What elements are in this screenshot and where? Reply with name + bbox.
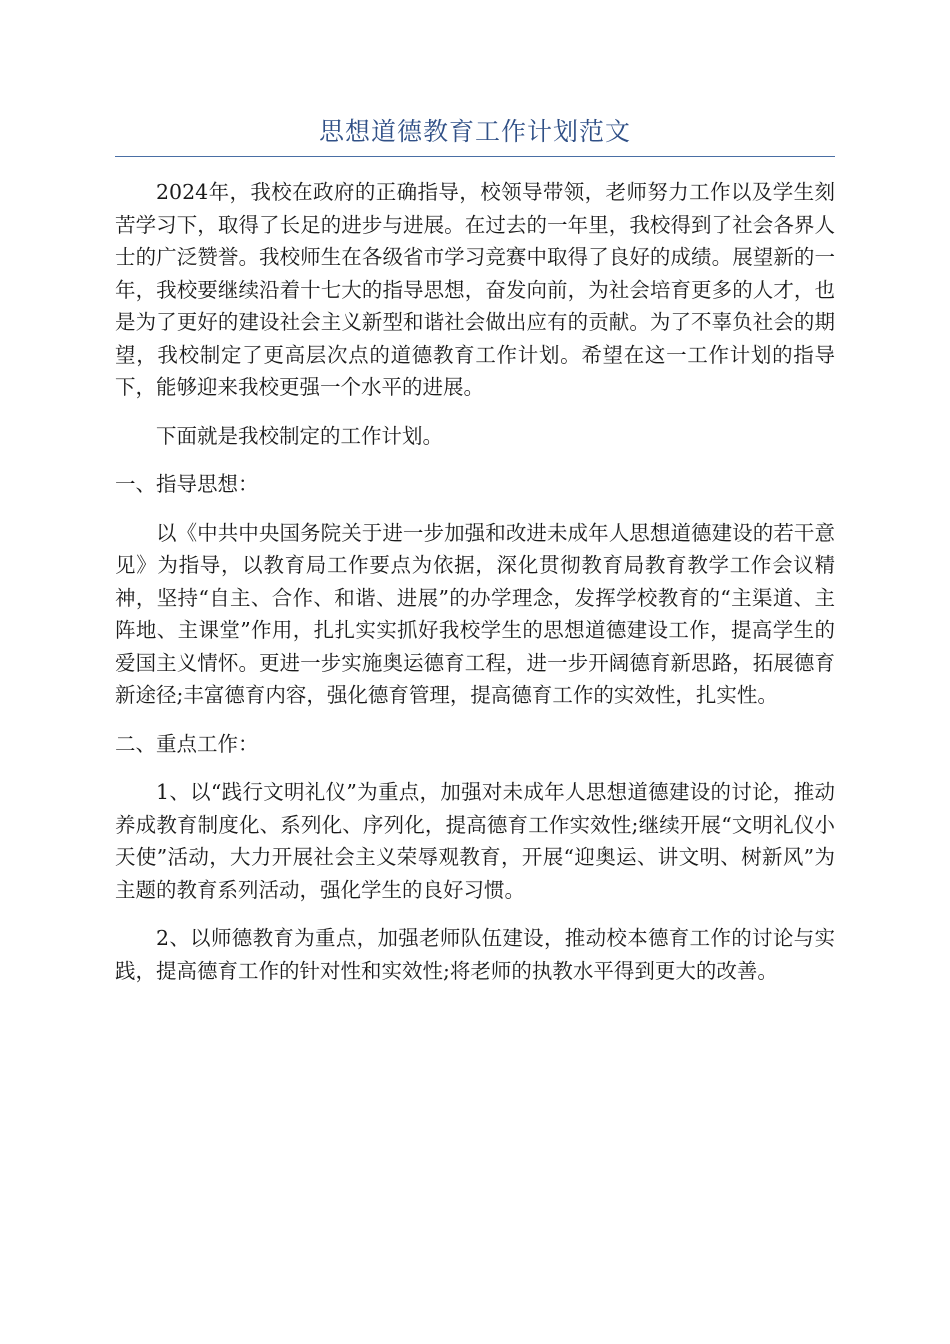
page-title: 思想道德教育工作计划范文 — [318, 117, 631, 146]
title-bar — [115, 112, 835, 157]
guiding-thought-paragraph: 以《中共中央国务院关于进一步加强和改进未成年人思想道德建设的若干意见》为指导，以教育局工作要点为依据，深化贯彻教育局教育教学工作会议精神，坚持“自主、合作、和谐、进展”的办学理念，发挥学校教育的“主渠道、主阵地、主课堂”作用，扎扎实实抓好我校学生的思想道德建设工作，提高学生的爱国主义情怀。更进一步实施奥运德育工程，进一步开阔德育新思路，拓展德育新途径;丰富德育内容，强化德育管理，提高德育工作的实效性，扎实性。 — [115, 520, 835, 707]
section-heading-key-work: 二、重点工作： — [115, 731, 259, 756]
document-body — [115, 176, 835, 1003]
intro-paragraph: 2024年，我校在政府的正确指导，校领导带领，老师努力工作以及学生刻苦学习下，取得了长足的进步与进展。在过去的一年里，我校得到了社会各界人士的广泛赞誉。我校师生在各级省市学习竞赛中取得了良好的成绩。展望新的一年，我校要继续沿着十七大的指导思想，奋发向前，为社会培育更多的人才，也是为了更好的建设社会主义新型和谐社会做出应有的贡献。为了不辜负社会的期望，我校制定了更高层次点的道德教育工作计划。希望在这一工作计划的指导下，能够迎来我校更强一个水平的进展。 — [115, 180, 835, 399]
plan-intro-paragraph: 下面就是我校制定的工作计划。 — [156, 423, 443, 448]
key-work-item-1: 1、以“践行文明礼仪”为重点，加强对未成年人思想道德建设的讨论，推动养成教育制度化、系列化、序列化，提高德育工作实效性;继续开展“文明礼仪小天使”活动，大力开展社会主义荣辱观教育，开展“迎奥运、讲文明、树新风”为主题的教育系列活动，强化学生的良好习惯。 — [115, 780, 835, 902]
key-work-item-2: 2、以师德教育为重点，加强老师队伍建设，推动校本德育工作的讨论与实践，提高德育工作的针对性和实效性;将老师的执教水平得到更大的改善。 — [115, 926, 835, 983]
section-heading-guiding-thought: 一、指导思想： — [115, 472, 259, 496]
